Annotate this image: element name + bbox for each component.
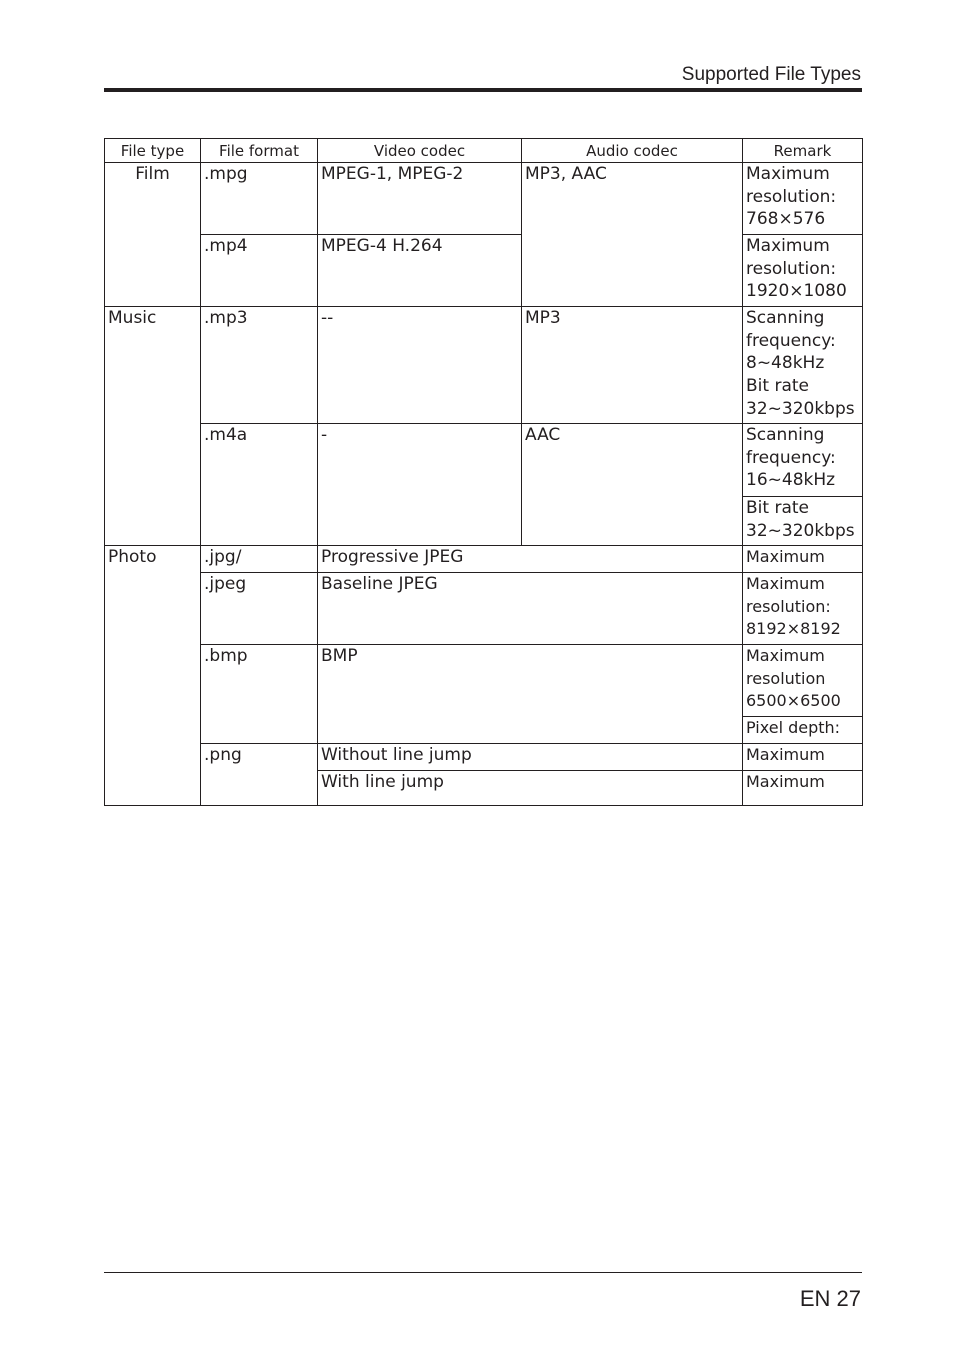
remark-line: Bit rate <box>746 376 809 397</box>
column-header-video-codec: Video codec <box>318 139 522 163</box>
file-format-cell: .jpg/ <box>201 546 318 573</box>
video-codec-cell: MPEG-1, MPEG-2 <box>318 163 522 235</box>
remark-line: resolution: <box>746 258 837 279</box>
remark-line: Maximum <box>746 164 830 184</box>
column-header-audio-codec: Audio codec <box>522 139 743 163</box>
supported-file-types-table <box>104 138 863 806</box>
video-codec-cell: Without line jump <box>318 744 743 771</box>
remark-line: Maximum <box>746 574 825 593</box>
column-header-file-format: File format <box>201 139 318 163</box>
table-row <box>105 546 863 573</box>
remark-cell <box>743 645 863 717</box>
remark-line: Maximum <box>746 236 830 256</box>
remark-cell: Maximum <box>743 744 863 771</box>
file-format-cell: .bmp <box>201 645 318 744</box>
remark-line: 8~48kHz <box>746 353 825 374</box>
page-number: EN 27 <box>799 1286 861 1311</box>
remark-line: Scanning <box>746 308 825 328</box>
table-row <box>105 573 863 645</box>
video-codec-cell: MPEG-4 H.264 <box>318 235 522 307</box>
video-codec-cell: Baseline JPEG <box>318 573 743 645</box>
file-format-cell: .mp3 <box>201 307 318 424</box>
remark-line: Scanning <box>746 425 825 445</box>
audio-codec-cell: AAC <box>522 424 743 546</box>
file-type-cell: Photo <box>105 546 201 806</box>
remark-cell <box>743 497 863 546</box>
file-type-cell: Music <box>105 307 201 546</box>
remark-cell: Maximum <box>743 546 863 573</box>
video-codec-cell: Progressive JPEG <box>318 546 743 573</box>
remark-cell: Maximum <box>743 771 863 806</box>
column-header-remark: Remark <box>743 139 863 163</box>
remark-line: frequency: <box>746 447 836 468</box>
remark-line: 1920×1080 <box>746 281 847 302</box>
file-format-cell: .jpeg <box>201 573 318 645</box>
remark-line: Bit rate <box>746 498 809 518</box>
remark-cell <box>743 307 863 424</box>
page-header-title: Supported File Types <box>681 64 861 85</box>
audio-codec-cell: MP3 <box>522 307 743 424</box>
remark-line: resolution: <box>746 596 831 616</box>
remark-line: 8192×8192 <box>746 619 841 638</box>
table-row <box>105 645 863 717</box>
remark-cell <box>743 235 863 307</box>
audio-codec-cell: MP3, AAC <box>522 163 743 307</box>
table-row <box>105 424 863 497</box>
video-codec-cell: - <box>318 424 522 546</box>
remark-line: 768×576 <box>746 209 826 230</box>
table-row <box>105 307 863 424</box>
file-format-cell: .m4a <box>201 424 318 546</box>
remark-line: Maximum <box>746 646 825 665</box>
remark-line: frequency: <box>746 330 836 351</box>
remark-line: 6500×6500 <box>746 691 841 710</box>
table-header-row <box>105 139 863 163</box>
column-header-file-type: File type <box>105 139 201 163</box>
table-row <box>105 163 863 235</box>
file-format-cell: .mpg <box>201 163 318 235</box>
table-row <box>105 235 863 307</box>
video-codec-cell: BMP <box>318 645 743 744</box>
table-row <box>105 744 863 771</box>
file-format-cell: .mp4 <box>201 235 318 307</box>
footer-divider <box>104 1272 862 1273</box>
video-codec-cell: -- <box>318 307 522 424</box>
remark-cell <box>743 163 863 235</box>
remark-line: resolution <box>746 668 826 688</box>
header-divider <box>104 88 862 92</box>
remark-cell <box>743 424 863 497</box>
file-format-cell: .png <box>201 744 318 806</box>
remark-line: resolution: <box>746 186 837 207</box>
remark-cell <box>743 573 863 645</box>
remark-line: 32~320kbps <box>746 520 855 541</box>
remark-line: 32~320kbps <box>746 398 855 419</box>
video-codec-cell: With line jump <box>318 771 743 806</box>
file-type-cell: Film <box>105 163 201 307</box>
remark-cell: Pixel depth: <box>743 717 863 744</box>
remark-line: 16~48kHz <box>746 470 836 491</box>
